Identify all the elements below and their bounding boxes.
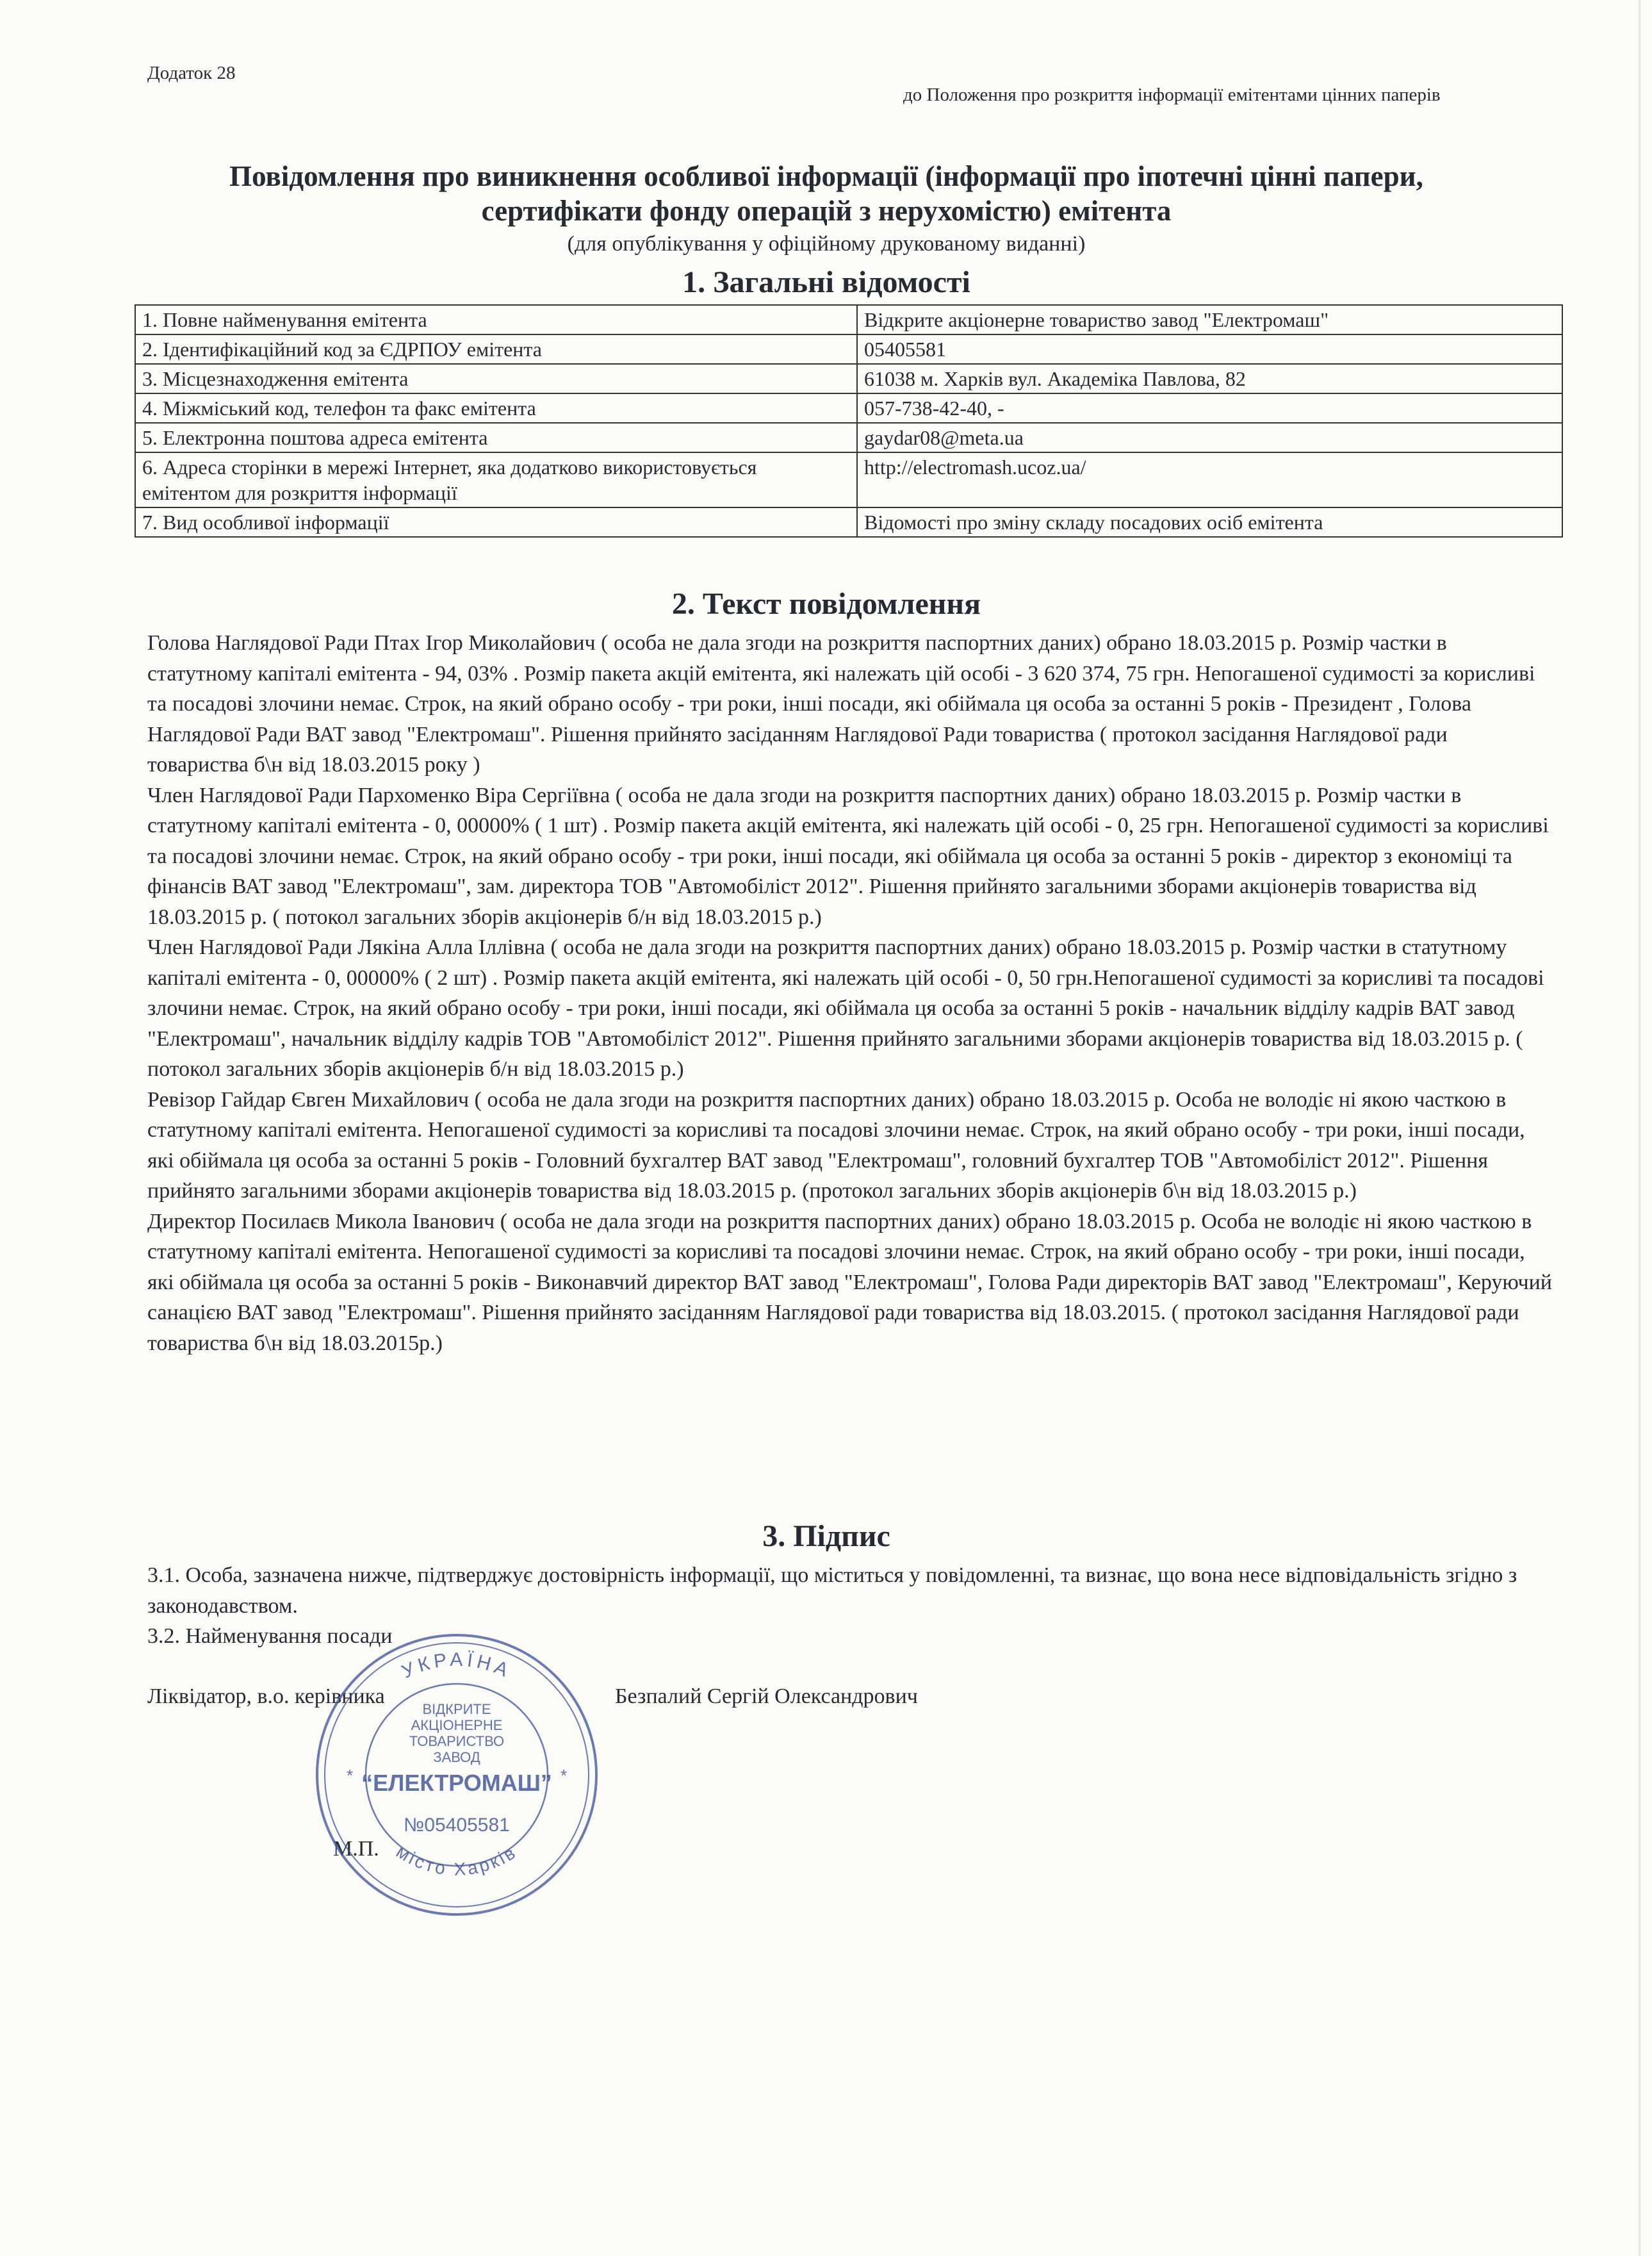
table-value: 057-738-42-40, -	[857, 393, 1562, 423]
table-row	[135, 423, 1562, 452]
section-heading-general: 1. Загальні відомості	[682, 265, 970, 299]
notice-text	[147, 628, 1553, 1358]
table-label: 5. Електронна поштова адреса емітента	[135, 423, 857, 452]
section-heading-signature: 3. Підпис	[762, 1519, 890, 1553]
annex-label: Додаток 28	[147, 63, 236, 83]
annex-reference: до Положення про розкриття інформації емітентами цінних паперів	[903, 85, 1441, 105]
table-label: 4. Міжміський код, телефон та факс емітента	[135, 393, 857, 423]
section-heading-text: 2. Текст повідомлення	[671, 587, 981, 621]
stamp-star-right: *	[560, 1766, 568, 1785]
scan-edge	[1639, 0, 1640, 2256]
signatory-name: Безпалий Сергій Олександрович	[615, 1684, 918, 1708]
table-row	[135, 452, 1562, 507]
document-title-line2: сертифікати фонду операцій з нерухомістю) емітента	[481, 195, 1172, 227]
table-label: 3. Місцезнаходження емітента	[135, 364, 857, 393]
table-row	[135, 393, 1562, 423]
table-row	[135, 334, 1562, 364]
stamp-line-1: ВІДКРИТЕ	[422, 1701, 491, 1717]
stamp-star-left: *	[347, 1766, 354, 1785]
stamp-company-name: “ЕЛЕКТРОМАШ”	[361, 1770, 552, 1796]
position-heading: 3.2. Найменування посади	[147, 1624, 393, 1648]
stamp-line-4: ЗАВОД	[433, 1749, 480, 1765]
paragraph-director: Директор Посилаєв Микола Іванович ( особа не дала згоди на розкриття паспортних даних) обрано 18.03.2015 р. Особа не володіє ні якою часткою в статутному капіталі емітента. Непогашеної судимості за корисливі та посадові злочини немає. Строк, на який обрано особу - три роки, інші посади, які обіймала ця особа за останні 5 років - Виконавчий директор ВАТ завод "Електромаш", Голова Ради директорів ВАТ завод "Електромаш", Керуючий санацією ВАТ завод "Електромаш". Рішення прийнято засіданням Наглядової ради товариства від 18.03.2015. ( протокол засідання Наглядової ради товариства б\н від 18.03.2015р.)	[147, 1209, 1552, 1355]
table-value: gaydar08@meta.ua	[857, 423, 1562, 452]
table-value: http://electromash.ucoz.ua/	[857, 452, 1562, 507]
table-label: 7. Вид особливої інформації	[135, 507, 857, 537]
seal-place-label: М.П.	[333, 1837, 379, 1861]
table-row	[135, 364, 1562, 393]
table-value: Відомості про зміну складу посадових осіб емітента	[857, 507, 1562, 537]
document-subtitle: (для опублікування у офіційному друкованому виданні)	[567, 232, 1086, 256]
table-value: 61038 м. Харків вул. Академіка Павлова, 82	[857, 364, 1562, 393]
table-value: 05405581	[857, 334, 1562, 364]
stamp-code: №05405581	[404, 1815, 510, 1836]
table-label: 1. Повне найменування емітента	[135, 305, 857, 334]
company-seal-stamp	[309, 1627, 604, 1922]
table-row	[135, 507, 1562, 537]
table-value: Відкрите акціонерне товариство завод "Електромаш"	[857, 305, 1562, 334]
table-row	[135, 305, 1562, 334]
stamp-line-2: АКЦІОНЕРНЕ	[411, 1717, 503, 1733]
stamp-line-3: ТОВАРИСТВО	[409, 1733, 505, 1749]
document-title-line1: Повідомлення про виникнення особливої інформації (інформації про іпотечні цінні папери,	[229, 160, 1423, 192]
paragraph-board-member-1: Член Наглядової Ради Пархоменко Віра Сергіївна ( особа не дала згоди на розкриття паспортних даних) обрано 18.03.2015 р. Розмір частки в статутному капіталі емітента - 0, 00000% ( 1 шт) . Розмір пакета акцій емітента, які належать цій особі - 0, 25 грн. Непогашеної судимості за корисливі та посадові злочини немає. Строк, на який обрано особу - три роки, інші посади, які обіймала ця особа за останні 5 років - директор з економіці та фінансів ВАТ завод "Електромаш", зам. директора ТОВ "Автомобіліст 2012". Рішення прийнято загальними зборами акціонерів товариства від 18.03.2015 р. ( потокол загальних зборів акціонерів б/н від 18.03.2015 р.)	[147, 783, 1549, 929]
table-label: 6. Адреса сторінки в мережі Інтернет, яка додатково використовується емітентом для розкриття інформації	[135, 452, 857, 507]
table-label: 2. Ідентифікаційний код за ЄДРПОУ емітента	[135, 334, 857, 364]
general-info-table	[135, 304, 1563, 538]
signature-statement: 3.1. Особа, зазначена нижче, підтверджує достовірність інформації, що міститься у повідомленні, та визнає, що вона несе відповідальність згідно з законодавством.	[147, 1563, 1517, 1618]
signatory-position: Ліквідатор, в.о. керівника	[147, 1684, 385, 1708]
paragraph-auditor: Ревізор Гайдар Євген Михайлович ( особа не дала згоди на розкриття паспортних даних) обрано 18.03.2015 р. Особа не володіє ні якою часткою в статутному капіталі емітента. Непогашеної судимості за корисливі та посадові злочини немає. Строк, на який обрано особу - три роки, інші посади, які обіймала ця особа за останні 5 років - Головний бухгалтер ВАТ завод "Електромаш", головний бухгалтер ТОВ "Автомобіліст 2012". Рішення прийнято загальними зборами акціонерів товариства від 18.03.2015 р. (протокол загальних зборів акціонерів б\н від 18.03.2015 р.)	[147, 1087, 1525, 1203]
paragraph-board-member-2: Член Наглядової Ради Лякіна Алла Іллівна ( особа не дала згоди на розкриття паспортних даних) обрано 18.03.2015 р. Розмір частки в статутному капіталі емітента - 0, 00000% ( 2 шт) . Розмір пакета акцій емітента, які належать цій особі - 0, 50 грн.Непогашеної судимості за корисливі та посадові злочини немає. Строк, на який обрано особу - три роки, інші посади, які обіймала ця особа за останні 5 років - начальник відділу кадрів ВАТ завод "Електромаш", начальник відділу кадрів ТОВ "Автомобіліст 2012". Рішення прийнято загальними зборами акціонерів товариства від 18.03.2015 р. ( потокол загальних зборів акціонерів б/н від 18.03.2015 р.)	[147, 935, 1544, 1081]
paragraph-chairman: Голова Наглядової Ради Птах Ігор Миколайович ( особа не дала згоди на розкриття паспортних даних) обрано 18.03.2015 р. Розмір частки в статутному капіталі емітента - 94, 03% . Розмір пакета акцій емітента, які належать цій особі - 3 620 374, 75 грн. Непогашеної судимості за корисливі та посадові злочини немає. Строк, на який обрано особу - три роки, інші посади, які обіймала ця особа за останні 5 років - Президент , Голова Наглядової Ради ВАТ завод "Електромаш". Рішення прийнято засіданням Наглядової Ради товариства ( протокол засідання Наглядової ради товариства б\н від 18.03.2015 року )	[147, 631, 1535, 777]
stamp-city-arc: місто Харків	[393, 1841, 521, 1879]
stamp-country-arc: УКРАЇНА	[398, 1649, 515, 1683]
